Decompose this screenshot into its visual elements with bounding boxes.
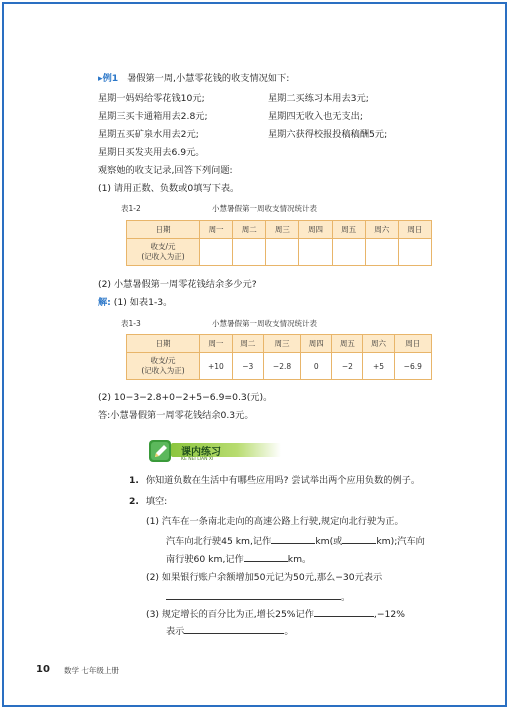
table2-header-cell: 周六	[363, 335, 394, 353]
pencil-badge-icon	[147, 438, 175, 464]
table1-empty-cell	[266, 239, 299, 266]
question-1: (1) 请用正数、负数或0填写下表。	[98, 183, 240, 194]
table2-header-cell: 周一	[200, 335, 233, 353]
sub3-line2	[166, 624, 294, 638]
answer-blank[interactable]	[271, 534, 315, 544]
table2-number: 表1-3	[121, 319, 141, 328]
answer-blank[interactable]	[314, 607, 374, 617]
sub1-part-c: km);汽车向	[376, 536, 425, 547]
table1-header-cell: 周五	[332, 221, 365, 239]
answer-blank[interactable]	[166, 590, 341, 600]
exercise-q1	[129, 475, 420, 487]
table1-header-cell: 日期	[127, 221, 200, 239]
table2-header-row	[127, 335, 432, 353]
sub2-line1: (2) 如果银行账户余额增加50元记为50元,那么−30元表示	[146, 572, 383, 583]
table2-value-cell: +5	[363, 353, 394, 380]
instruction: 观察她的收支记录,回答下列问题:	[98, 165, 233, 176]
table2-title: 小慧暑假第一周收支情况统计表	[212, 319, 317, 328]
table1-empty-cell	[332, 239, 365, 266]
table1-header-cell: 周一	[200, 221, 233, 239]
table1-number: 表1-2	[121, 204, 141, 213]
exercise-q1-text: 你知道负数在生活中有哪些应用吗? 尝试举出两个应用负数的例子。	[145, 475, 421, 486]
table2	[126, 334, 432, 380]
table2-value-cell: +10	[200, 353, 233, 380]
table1-header-cell: 周三	[266, 221, 299, 239]
exercise-q2	[129, 496, 167, 508]
exercise-subtitle: KE NEI LIAN XI	[181, 457, 214, 462]
book-title: 数学 七年级上册	[64, 666, 119, 675]
item-friday: 星期五买矿泉水用去2元;	[98, 129, 199, 140]
table2-header-cell: 周五	[332, 335, 363, 353]
item-thursday: 星期四无收入也无支出;	[268, 111, 363, 122]
sub1-line2	[166, 534, 425, 548]
example-intro: 暑假第一周,小慧零花钱的收支情况如下:	[127, 73, 290, 84]
table2-header-cell: 周日	[394, 335, 431, 353]
sub1-part-d: 南行驶60 km,记作	[166, 554, 244, 565]
table1-empty-cell	[233, 239, 266, 266]
sub3-part-d: 。	[284, 626, 294, 637]
table2-value-cell: −2.8	[263, 353, 300, 380]
item-wednesday: 星期三买卡通箱用去2.8元;	[98, 111, 208, 122]
sub3-part-c: 表示	[166, 626, 185, 637]
table1-value-row	[127, 239, 432, 266]
table1-title: 小慧暑假第一周收支情况统计表	[212, 204, 317, 213]
solution-part1: (1) 如表1-3。	[113, 297, 173, 308]
sub2-end: 。	[341, 592, 351, 603]
page-number: 10	[36, 664, 50, 675]
solution-label: 解:	[98, 297, 111, 308]
exercise-q2-text: 填空:	[145, 496, 168, 507]
sub1-part-e: km。	[287, 554, 312, 565]
row-label-line1: 收支/元	[150, 242, 176, 251]
exercise-q1-number: 1.	[129, 475, 139, 486]
table2-value-row	[127, 353, 432, 380]
question-2: (2) 小慧暑假第一周零花钱结余多少元?	[98, 279, 257, 290]
sub2-line2	[166, 590, 350, 604]
table2-value-cell: 0	[301, 353, 332, 380]
table2-row-label	[127, 353, 200, 380]
item-saturday: 星期六获得校报投稿稿酬5元;	[268, 129, 388, 140]
table1-header-row	[127, 221, 432, 239]
table1-header-cell: 周六	[365, 221, 398, 239]
table2-header-cell: 日期	[127, 335, 200, 353]
table2-value-cell: −2	[332, 353, 363, 380]
exercise-banner	[145, 438, 285, 464]
sub1-part-a: 汽车向北行驶45 km,记作	[166, 536, 272, 547]
answer-blank[interactable]	[244, 552, 288, 562]
example-label: ▸例1	[98, 73, 119, 84]
exercise-title: 课内练习	[181, 447, 221, 458]
sub3-part-a: (3) 规定增长的百分比为正,增长25%记作	[146, 609, 314, 620]
sub1-line1: (1) 汽车在一条南北走向的高速公路上行驶,规定向北行驶为正。	[146, 516, 404, 527]
table2-value-cell: −3	[232, 353, 263, 380]
sub3-part-b: ,−12%	[373, 609, 405, 620]
exercise-q2-number: 2.	[129, 496, 139, 507]
table1-empty-cell	[200, 239, 233, 266]
row-label-line2: (记收入为正)	[141, 252, 185, 261]
table1-row-label	[127, 239, 200, 266]
answer-blank[interactable]	[184, 624, 284, 634]
table1-header-cell: 周四	[299, 221, 332, 239]
example-heading	[98, 73, 289, 85]
row-label-line2: (记收入为正)	[141, 366, 185, 375]
table2-header-cell: 周四	[301, 335, 332, 353]
answer-blank[interactable]	[342, 534, 376, 544]
table1	[126, 220, 432, 266]
solution-heading	[98, 297, 172, 309]
item-sunday: 星期日买发夹用去6.9元。	[98, 147, 205, 158]
table2-value-cell: −6.9	[394, 353, 431, 380]
sub1-line3	[166, 552, 311, 566]
table1-empty-cell	[398, 239, 431, 266]
table1-header-cell: 周二	[233, 221, 266, 239]
item-tuesday: 星期二买练习本用去3元;	[268, 93, 369, 104]
table1-empty-cell	[299, 239, 332, 266]
table2-header-cell: 周二	[232, 335, 263, 353]
row-label-line1: 收支/元	[150, 356, 176, 365]
solution-calc: (2) 10−3−2.8+0−2+5−6.9=0.3(元)。	[98, 392, 273, 403]
table1-empty-cell	[365, 239, 398, 266]
solution-answer: 答:小慧暑假第一周零花钱结余0.3元。	[98, 410, 254, 421]
sub3-line1	[146, 607, 405, 621]
table1-header-cell: 周日	[398, 221, 431, 239]
item-monday: 星期一妈妈给零花钱10元;	[98, 93, 205, 104]
table2-header-cell: 周三	[263, 335, 300, 353]
sub1-part-b: km(或	[315, 536, 343, 547]
